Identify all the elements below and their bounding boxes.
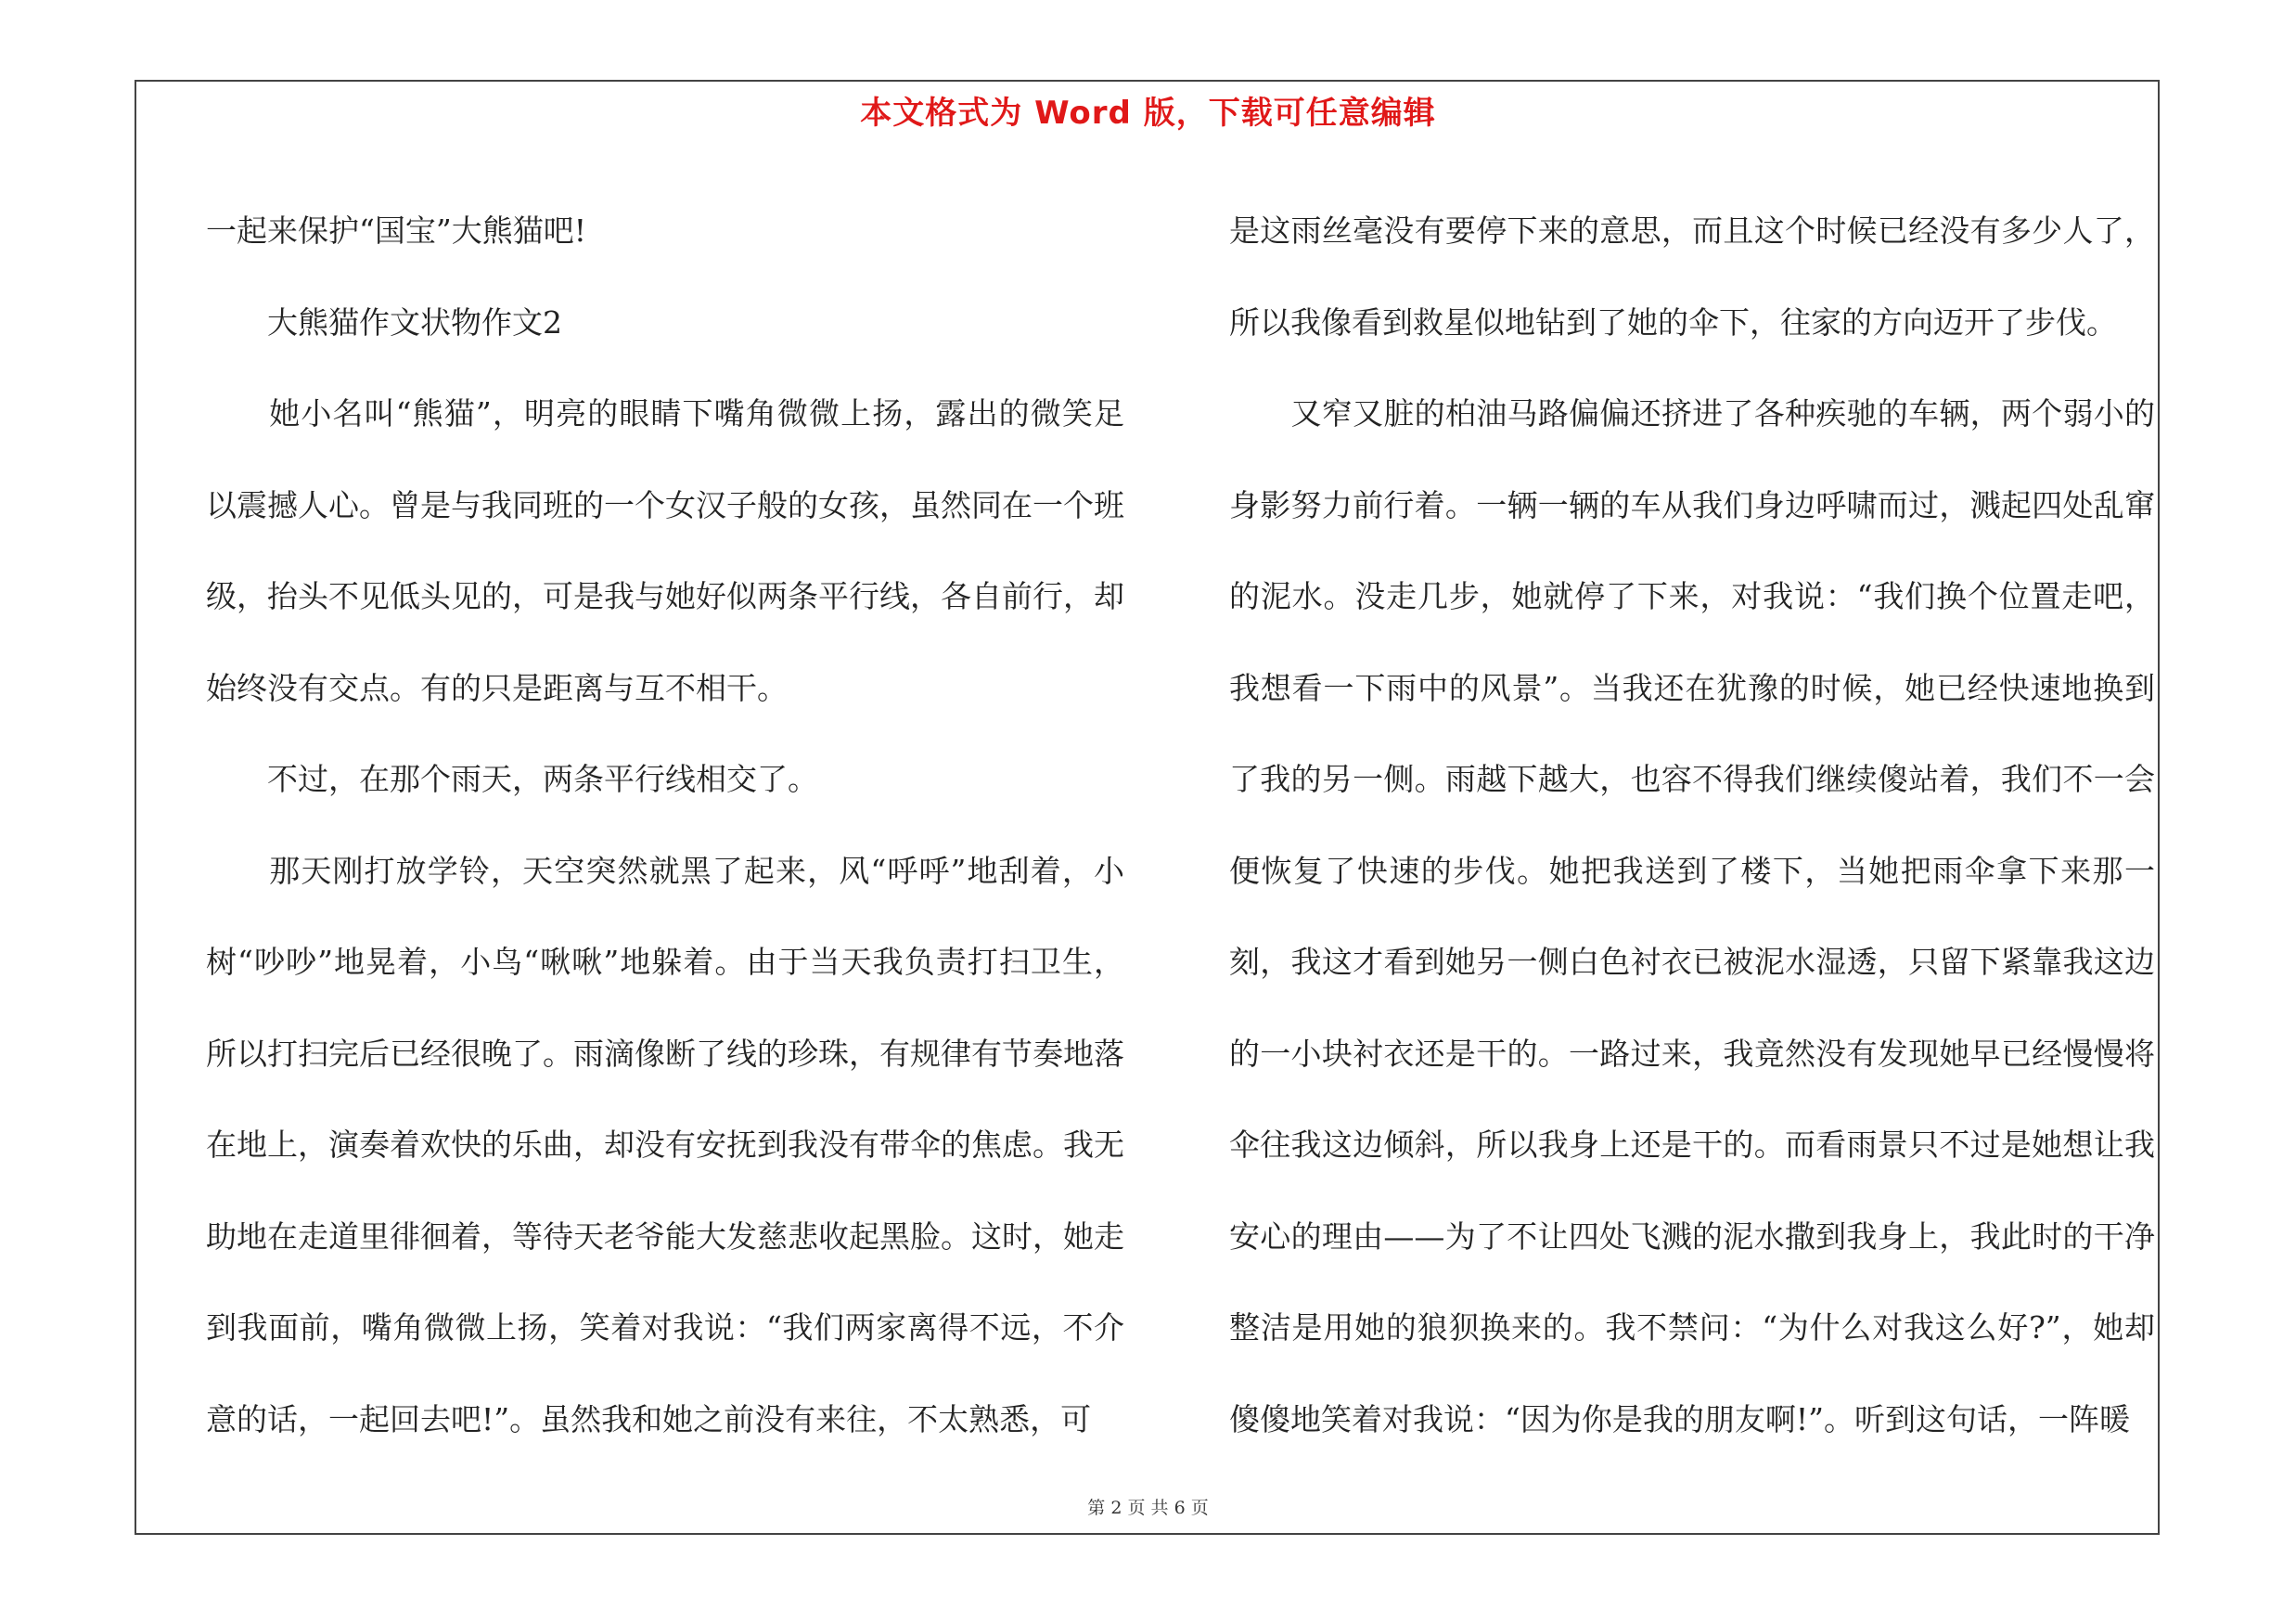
right-text-column bbox=[1229, 186, 2155, 1465]
left-text-column bbox=[206, 186, 1124, 1465]
paragraph-protect-panda: 一起来保护“国宝”大熊猫吧! bbox=[206, 213, 587, 249]
paragraph-rain-continues: 是这雨丝毫没有要停下来的意思，而且这个时候已经没有多少人了，所以我像看到救星似地钻到了她的伞下，往家的方向迈开了步伐。 bbox=[1229, 213, 2155, 341]
page-number-footer bbox=[0, 1494, 2296, 1519]
paragraph-walk-home: 又窄又脏的柏油马路偏偏还挤进了各种疾驰的车辆，两个弱小的身影努力前行着。一辆一辆的车从我们身边呼啸而过，溅起四处乱窜的泥水。没走几步，她就停了下来，对我说：“我们换个位置走吧，我想看一下雨中的风景”。当我还在犹豫的时候，她已经快速地换到了我的另一侧。雨越下越大，也容不得我们继续傻站着，我们不一会便恢复了快速的步伐。她把我送到了楼下，当她把雨伞拿下来那一刻，我这才看到她另一侧白色衬衣已被泥水湿透，只留下紧靠我这边的一小块衬衣还是干的。一路过来，我竟然没有发现她早已经慢慢将伞往我这边倾斜，所以我身上还是干的。而看雨景只不过是她想让我安心的理由——为了不让四处飞溅的泥水撒到我身上，我此时的干净整洁是用她的狼狈换来的。我不禁问：“为什么对我这么好?”，她却傻傻地笑着对我说：“因为你是我的朋友啊!”。听到这句话，一阵暖 bbox=[1229, 395, 2155, 1437]
essay-heading: 大熊猫作文状物作文2 bbox=[206, 303, 562, 341]
word-format-banner: 本文格式为 Word 版，下载可任意编辑 bbox=[860, 95, 1436, 132]
paragraph-after-school: 那天刚打放学铃，天空突然就黑了起来，风“呼呼”地刮着，小树“吵吵”地晃着，小鸟“啾啾”地躲着。由于当天我负责打扫卫生，所以打扫完后已经很晚了。雨滴像断了线的珍珠，有规律有节奏地落在地上，演奏着欢快的乐曲，却没有安抚到我没有带伞的焦虑。我无助地在走道里徘徊着，等待天老爷能大发慈悲收起黑脸。这时，她走到我面前，嘴角微微上扬，笑着对我说：“我们两家离得不远，不介意的话，一起回去吧!”。虽然我和她之前没有来往，不太熟悉，可 bbox=[206, 852, 1124, 1437]
footer-prefix: 第 bbox=[1087, 1498, 1106, 1518]
paragraph-rainy-day: 不过，在那个雨天，两条平行线相交了。 bbox=[206, 761, 818, 797]
paragraph-nickname: 她小名叫“熊猫”，明亮的眼睛下嘴角微微上扬，露出的微笑足以震撼人心。曾是与我同班的一个女汉子般的女孩，虽然同在一个班级，抬头不见低头见的，可是我与她好似两条平行线，各自前行，却始终没有交点。有的只是距离与互不相干。 bbox=[206, 395, 1124, 706]
footer-total-pages: 6 bbox=[1174, 1498, 1186, 1518]
footer-suffix: 页 bbox=[1190, 1498, 1209, 1518]
footer-middle: 页 共 bbox=[1127, 1498, 1169, 1518]
footer-current-page: 2 bbox=[1110, 1498, 1122, 1518]
